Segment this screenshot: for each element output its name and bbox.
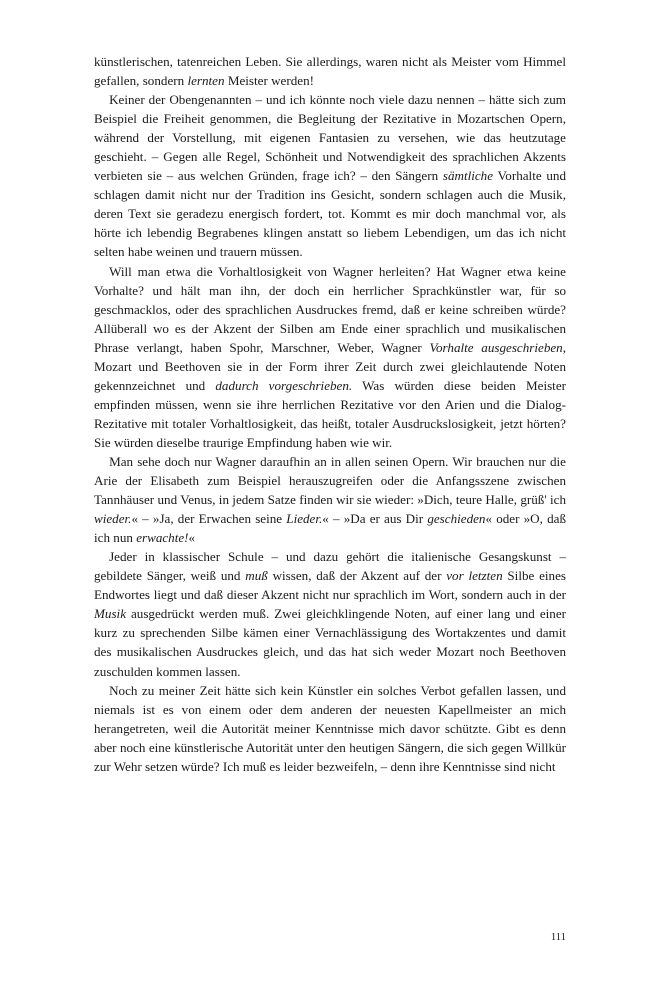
paragraph: künstlerischen, tatenreichen Leben. Sie allerdings, waren nicht als Meister vom Himmel gefallen, sondern lernten Meister werden! <box>94 54 566 89</box>
paragraph: Keiner der Obengenannten – und ich könnte noch viele dazu nennen – hätte sich zum Beispiel die Freiheit genommen, die Begleitung der Rezitative in Mozartschen Opern, während der Vorstellung, mit eigenen Fantasien zu versehen, wie das heutzutage geschieht. – Gegen alle Regel, Schönheit und Notwendigkeit des sprachlichen Akzents verbieten sie – aus welchen Gründen, frage ich? – den Sängern sämtliche Vorhalte und schlagen damit nicht nur der Tradition ins Gesicht, sondern schlagen auch die Musik, deren Text sie geradezu energisch fordert, tot. Kommt es mir doch manchmal vor, als hörte ich lebendig Begrabenes klingen anstatt so liebem Lebendigen, um das ich nicht selten habe weinen und trauern müssen. <box>94 92 566 260</box>
paragraph: Jeder in klassischer Schule – und dazu gehört die italienische Gesangskunst – gebildete Sänger, weiß und muß wissen, daß der Akzent auf der vor letzten Silbe eines Endwortes liegt und daß dieser Akzent nicht nur sprachlich im Wort, sondern auch in der Musik ausgedrückt werden muß. Zwei gleichklingende Noten, auf einer lang und einer kurz zu sprechenden Silbe kämen einer Vernachlässigung des Wortakzentes und damit des musikalischen Ausdruckes gleich, und das hat sich weder Mozart noch Beethoven zuschulden kommen lassen. <box>94 549 566 679</box>
emphasis-text: geschieden <box>427 511 486 527</box>
paragraph: Man sehe doch nur Wagner daraufhin an in allen seinen Opern. Wir brauchen nur die Arie der Elisabeth zum Beispiel herauszugreifen oder die Anfangsszene zwischen Tannhäuser und Venus, in jedem Satze finden wir sie wieder: »Dich, teure Halle, grüß' ich wieder.« – »Ja, der Erwachen seine Lieder.« – »Da er aus Dir geschieden« oder »O, daß ich nun erwachte!« <box>94 453 566 546</box>
paragraph: Will man etwa die Vorhaltlosigkeit von Wagner herleiten? Hat Wagner etwa keine Vorhalte? und hält man ihn, der doch ein herrlicher Sprachkünstler war, für so geschmacklos, oder des sprachlichen Ausdruckes fremd, daß er keine schreiben würde? Allüberall wo es der Akzent der Silben am Ende einer sprachlich und musikalischen Phrase verlangt, haben Spohr, Marschner, Weber, Wagner Vorhalte ausgeschrieben, Mozart und Beethoven sie in der Form ihrer Zeit durch zwei gleichlautende Noten gekennzeichnet und dadurch vorgeschrieben. Was würden diese beiden Meister empfinden müssen, wenn sie ihre herrlichen Rezitative vor den Arien und die Dialog-Rezitative mit totaler Vorhaltlosigkeit, das heißt, totaler Ausdruckslosigkeit, jetzt hörten? Sie würden dieselbe traurige Empfindung haben wie wir. <box>94 263 567 450</box>
emphasis-text: sämtliche <box>442 168 494 184</box>
page-number: 111 <box>550 932 566 943</box>
body-text <box>94 52 566 776</box>
emphasis-text: muß <box>245 568 268 584</box>
emphasis-text: lernten <box>187 73 225 89</box>
emphasis-text: Vorhalte ausgeschrieben, <box>429 339 567 355</box>
emphasis-text: erwachte! <box>136 530 189 546</box>
emphasis-text: wieder. <box>94 511 132 527</box>
emphasis-text: Musik <box>94 606 126 622</box>
paragraph: Noch zu meiner Zeit hätte sich kein Künstler ein solches Verbot gefallen lassen, und niemals ist es von einem oder dem anderen der neuesten Kapellmeister an mich herangetreten, weil die Autorität meiner Kenntnisse mich davor schützte. Gibt es denn aber noch eine künstlerische Autorität unter den heutigen Sängern, die sich gegen Willkür zur Wehr setzen würde? Ich muß es leider bezweifeln, – denn ihre Kenntnisse sind nicht <box>94 682 566 774</box>
emphasis-text: vor letzten <box>446 568 503 584</box>
emphasis-text: Lieder. <box>286 511 323 527</box>
emphasis-text: dadurch vorgeschrieben. <box>215 377 353 393</box>
